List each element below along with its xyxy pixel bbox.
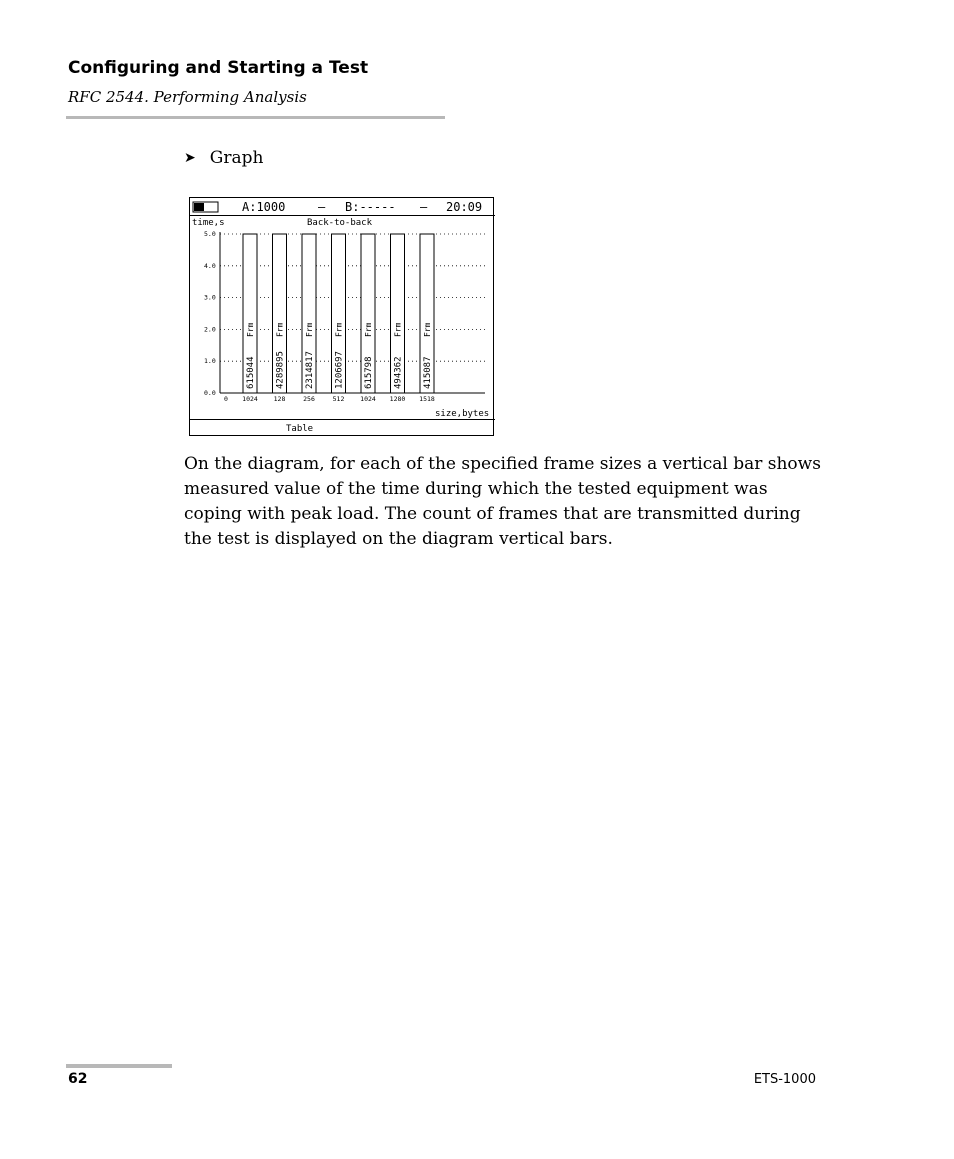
section-subtitle: RFC 2544. Performing Analysis	[68, 88, 307, 106]
bar-unit-label: Frm	[246, 322, 255, 337]
body-paragraph: On the diagram, for each of the specified frame sizes a vertical bar shows measured value of the time during which the tested equipment was coping with peak load. The count of frames that are transmitted during the test is displayed on the diagram vertical bars.	[184, 454, 821, 549]
chart-title: Back-to-back	[307, 218, 373, 228]
y-tick-label: 5.0	[204, 230, 216, 238]
footer-rule	[66, 1064, 172, 1068]
bar-unit-label: Frm	[393, 322, 403, 337]
table-softkey[interactable]: Table	[286, 424, 314, 434]
x-axis-label: size,bytes	[435, 409, 490, 419]
bar-unit-label: Frm	[305, 322, 314, 337]
port-a-status: A:1000	[242, 200, 286, 214]
bar-unit-label: Frm	[364, 322, 373, 337]
bar-frame-count: 2314817	[305, 351, 315, 389]
bullet-label: Graph	[209, 148, 264, 168]
x-tick-label: 1024	[360, 395, 376, 403]
bar-frame-count: 4289895	[275, 351, 286, 389]
y-tick-label: 3.0	[204, 293, 216, 302]
x-tick-label: 512	[332, 395, 345, 403]
x-tick-label: 0	[224, 395, 228, 403]
bullet-graph	[184, 148, 263, 168]
bar-frame-count: 415087	[423, 356, 433, 389]
device-screen-svg	[190, 198, 495, 437]
port-b-status: B:-----	[345, 200, 396, 214]
plot-area	[204, 230, 485, 403]
bar-unit-label: Frm	[423, 322, 432, 337]
bar-frame-count: 494362	[393, 356, 404, 389]
y-tick-label: 4.0	[204, 261, 216, 270]
x-tick-label: 256	[303, 395, 315, 403]
bar-frame-count: 615044	[246, 356, 256, 389]
x-tick-label: 1280	[389, 395, 406, 403]
status-separator: –	[318, 200, 326, 214]
product-name: ETS-1000	[753, 1072, 816, 1087]
x-tick-label: 1518	[419, 395, 435, 403]
header-rule	[66, 116, 445, 119]
arrow-bullet-icon: ➤	[184, 150, 196, 166]
y-tick-label: 0.0	[204, 389, 216, 397]
battery-level	[194, 203, 204, 211]
x-tick-label: 1024	[242, 395, 258, 403]
bar-frame-count: 1206697	[334, 351, 345, 389]
status-bar	[190, 200, 495, 216]
bar-unit-label: Frm	[334, 322, 344, 337]
page-number: 62	[68, 1071, 88, 1087]
bar-unit-label: Frm	[275, 322, 285, 337]
device-screen	[189, 197, 494, 436]
status-separator: –	[420, 200, 428, 214]
bar-frame-count: 615798	[364, 356, 374, 389]
y-tick-label: 2.0	[204, 325, 216, 334]
chapter-title: Configuring and Starting a Test	[68, 58, 369, 78]
x-tick-label: 128	[273, 395, 286, 403]
clock: 20:09	[446, 200, 483, 214]
y-axis-label: time,s	[192, 218, 225, 228]
y-tick-label: 1.0	[204, 357, 216, 366]
